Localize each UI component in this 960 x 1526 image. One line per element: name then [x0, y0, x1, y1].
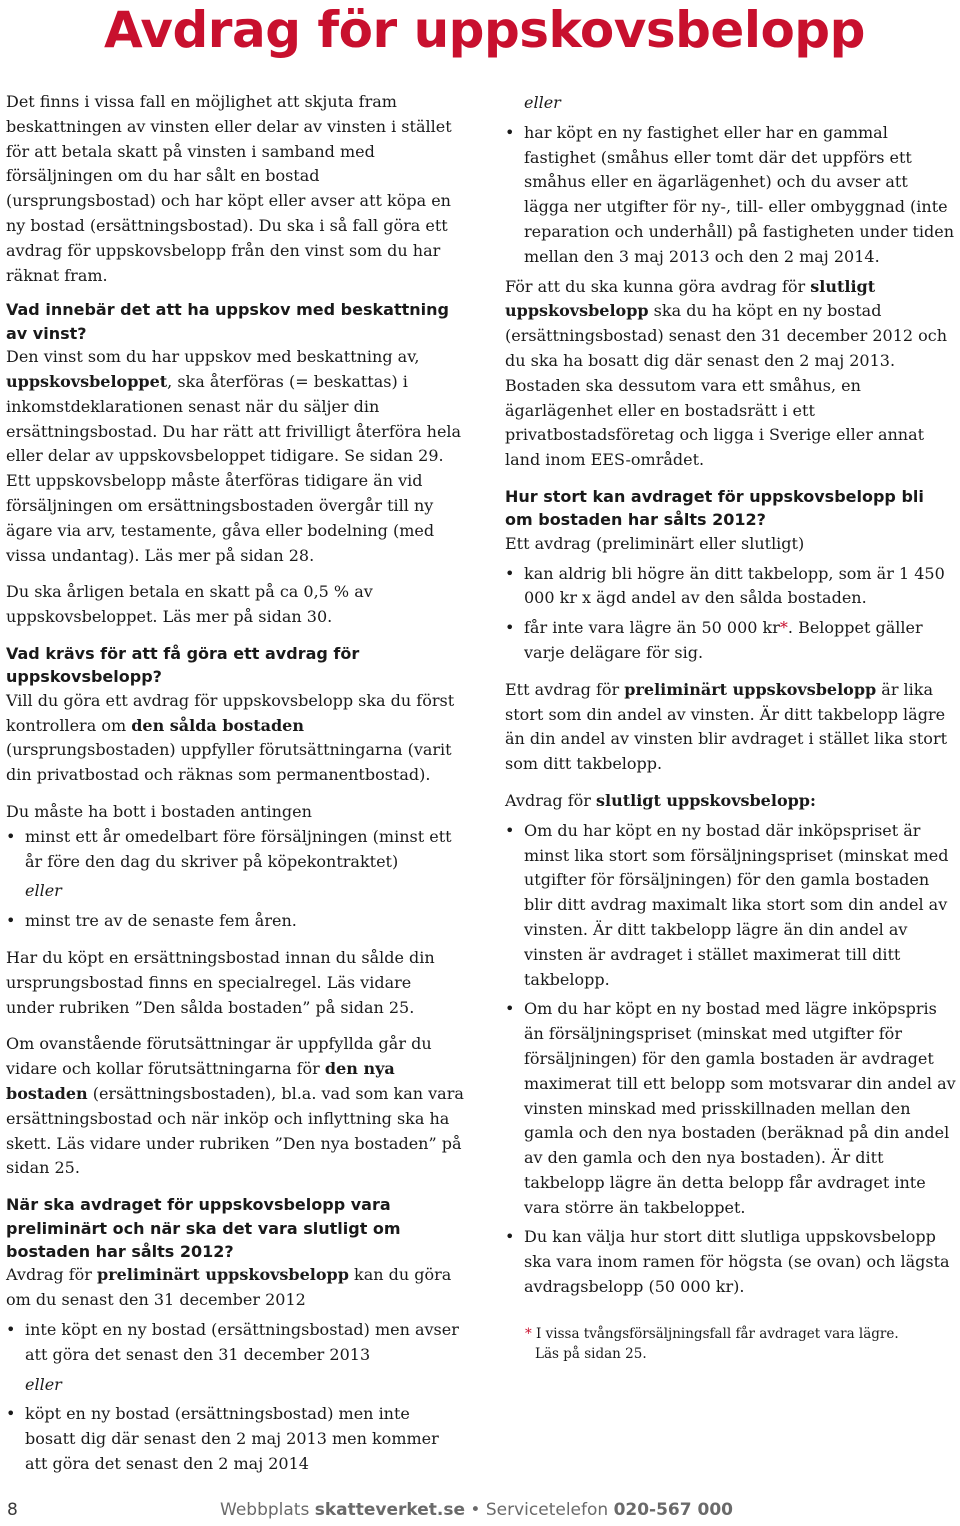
list-item: • köpt en ny bostad (ersättningsbostad) men inte bosatt dig där senast den 2 maj 2013 men kommer att göra det senast den 2 maj 2014 — [6, 1404, 439, 1473]
bullet-icon: • — [505, 618, 515, 638]
bullet-icon: • — [505, 820, 515, 840]
bullet-icon: • — [6, 1319, 16, 1339]
list-item: • får inte vara lägre än 50 000 kr*. Beloppet gäller varje delägare för sig. — [505, 618, 923, 662]
page-number: 8 — [7, 1500, 18, 1520]
heading-amount: Hur stort kan avdraget för uppskovsbelopp bli om bostaden har sålts 2012? — [505, 486, 924, 530]
phone-number: 020-567 000 — [613, 1500, 733, 1520]
intro-paragraph: Det finns i vissa fall en möjlighet att skjuta fram beskattningen av vinsten eller delar av vinsten i stället för att betala skatt på vinsten i samband med försäljningen om du har sålt en bostad (ursprungsbostad) och har köpt eller avser att köpa en ny bostad (ersättningsbostad). Du ska i så fall göra ett avdrag för uppskovsbelopp från den vinst som du har räknat fram. — [6, 92, 452, 285]
list-item: • kan aldrig bli högre än ditt takbelopp, som är 1 450 000 kr x ägd andel av den sålda bostaden. — [505, 563, 945, 608]
left-column — [6, 90, 464, 1477]
paragraph-preliminary-amount: Ett avdrag för preliminärt uppskovsbelopp är lika stort som din andel av vinsten. Är ditt takbelopp lägre än din andel av vinsten blir avdraget i stället lika stort som ditt takbelopp. — [505, 679, 948, 774]
list-item: • Du kan välja hur stort ditt slutliga uppskovsbelopp ska vara inom ramen för högsta (se ovan) och lägsta avdragsbelopp (50 000 kr). — [505, 1227, 950, 1297]
heading-requirements: Vad krävs för att få göra ett avdrag för uppskovsbelopp? — [6, 643, 360, 687]
right-column — [505, 91, 957, 1364]
list-item: • inte köpt en ny bostad (ersättningsbostad) men avser att göra det senast den 31 december 2013 — [6, 1319, 459, 1364]
paragraph-lived: Du måste ha bott i bostaden antingen — [6, 801, 312, 821]
website-link[interactable]: skatteverket.se — [314, 1500, 466, 1520]
list-lived — [6, 825, 464, 875]
paragraph-final: För att du ska kunna göra avdrag för slutligt uppskovsbelopp ska du ha köpt en ny bostad (ersättningsbostad) senast den 31 december 2012 och du ska ha bosatt dig där senast den 2 maj 2013. Bostaden ska dessutom vara ett småhus, en ägarlägenhet eller en bostadsrätt i ett privatbostadsföretag och ligga i Sverige eller annat land inom EES-området. — [505, 276, 948, 470]
footnote-marker: * — [779, 618, 788, 638]
list-item: • Om du har köpt en ny bostad där inköpspriset är minst lika stort som försäljningspriset (minskat med utgifter för försäljningen) för den gamla bostaden blir ditt avdrag maximalt lika stort som din andel av vinsten. Är ditt takbelopp lägre än din andel av vinsten är avdraget i stället maximerat till ditt takbelopp. — [505, 820, 949, 989]
list-item: • Om du har köpt en ny bostad med lägre inköpspris än försäljningspriset (minskat med utgifter för försäljningen) för den gamla bostaden är avdraget maximerat till ett belopp som motsvarar din andel av vinsten minskad med prisskillnaden mellan den gamla och den nya bostaden (beräknad på din andel av den gamla och den nya bostaden). Är ditt takbelopp lägre än detta belopp får avdraget inte vara större än takbeloppet. — [505, 999, 956, 1217]
list-item: • minst ett år omedelbart före försäljningen (minst ett år före den dag du skriver på köpekontraktet) — [6, 826, 452, 871]
bullet-icon: • — [505, 122, 515, 142]
page-title: Avdrag för uppskovsbelopp — [104, 1, 865, 59]
list-final-amount — [505, 819, 957, 1300]
or-label: eller — [25, 1374, 62, 1394]
heading-uppskov: Vad innebär det att ha uppskov med beskattning av vinst? — [6, 300, 449, 343]
footnote: * I vissa tvångsförsäljningsfall får avdraget vara lägre. Läs på sidan 25. — [525, 1325, 899, 1362]
footnote-marker: * — [525, 1325, 532, 1342]
list-lived-2 — [6, 909, 464, 934]
bullet-icon: • — [6, 826, 16, 846]
list-preliminary — [6, 1318, 464, 1368]
paragraph-preliminary: Avdrag för preliminärt uppskovsbelopp kan du göra om du senast den 31 december 2012 — [6, 1265, 452, 1310]
paragraph-amount: Ett avdrag (preliminärt eller slutligt) — [505, 533, 805, 553]
list-preliminary-3 — [505, 121, 957, 270]
bullet-icon: • — [505, 1227, 515, 1247]
bullet-icon: • — [6, 911, 16, 931]
list-item: • har köpt en ny fastighet eller har en gammal fastighet (småhus eller tomt där det uppförs ett småhus eller en ägarlägenhet) och du avser att lägga ner utgifter för ny-, till- eller ombyggnad (inte reparation och underhåll) på fastigheten under tiden mellan den 3 maj 2013 och den 2 maj 2014. — [505, 122, 955, 266]
paragraph-annual-tax: Du ska årligen betala en skatt på ca 0,5 % av uppskovsbeloppet. Läs mer på sidan 30. — [6, 582, 373, 627]
paragraph-final-amount: Avdrag för slutligt uppskovsbelopp: — [505, 790, 816, 810]
list-item: • minst tre av de senaste fem åren. — [6, 909, 464, 934]
or-label: eller — [524, 93, 561, 112]
paragraph-requirements: Vill du göra ett avdrag för uppskovsbelopp ska du först kontrollera om den sålda bostaden (ursprungsbostaden) uppfyller förutsättningarna (varit din privatbostad och räknas som permanentbostad). — [6, 690, 455, 785]
paragraph-new-home: Om ovanstående förutsättningar är uppfyllda går du vidare och kollar förutsättningarna för den nya bostaden (ersättningsbostaden), bl.a. vad som kan vara ersättningsbostad och när inköp och inflyttning ska ha skett. Läs vidare under rubriken ”Den nya bostaden” på sidan 25. — [6, 1034, 464, 1178]
or-label: eller — [25, 881, 62, 901]
bullet-icon: • — [505, 563, 515, 583]
bullet-icon: • — [505, 999, 515, 1019]
list-amount — [505, 562, 957, 666]
paragraph-uppskov: Den vinst som du har uppskov med beskattning av, uppskovsbeloppet, ska återföras (= beskattas) i inkomstdeklarationen senast när du säljer din ersättningsbostad. Du har rätt att frivilligt återföra hela eller delar av uppskovsbeloppet tidigare. Se sidan 29. Ett uppskovsbelopp måste återföras tidigare än vid försäljningen om ersättningsbostaden övergår till ny ägare via arv, testamente, gåva eller bodelning (med vissa undantag). Läs mer på sidan 28. — [6, 347, 462, 565]
heading-preliminary-final: När ska avdraget för uppskovsbelopp vara preliminärt och när ska det vara slutligt om bostaden har sålts 2012? — [6, 1195, 401, 1261]
bullet-icon: • — [6, 1404, 16, 1424]
footer-contact: Webbplats skatteverket.se • Servicetelefon 020-567 000 — [220, 1500, 733, 1520]
list-preliminary-2 — [6, 1402, 464, 1476]
paragraph-special-rule: Har du köpt en ersättningsbostad innan du sålde din ursprungsbostad finns en specialregel. Läs vidare under rubriken ”Den sålda bostaden” på sidan 25. — [6, 947, 435, 1017]
